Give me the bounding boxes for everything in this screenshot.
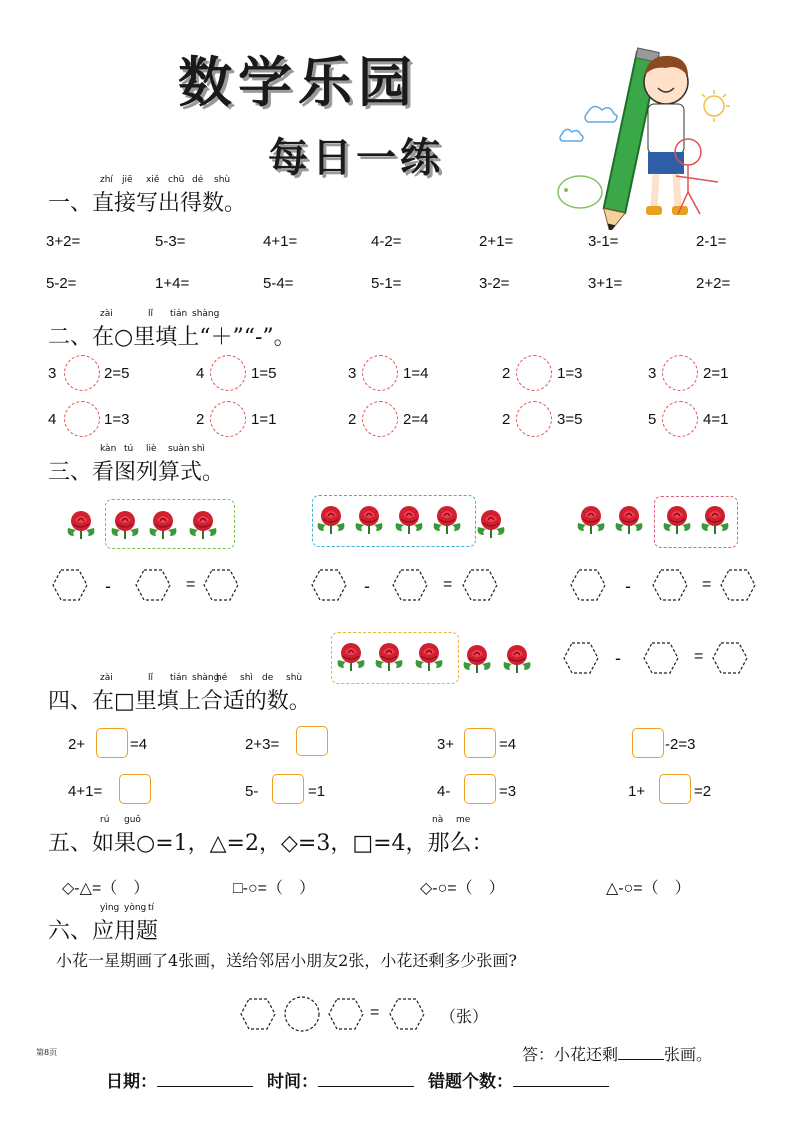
hexagon-blank[interactable] [135, 569, 171, 605]
number-box-blank[interactable] [296, 726, 328, 756]
answer-line [522, 1042, 712, 1065]
operator-circle-blank[interactable] [516, 355, 552, 391]
pinyin: suàn [168, 444, 190, 454]
rose-icon [64, 506, 98, 540]
error-count-blank[interactable] [513, 1086, 609, 1087]
pinyin: shì [192, 444, 205, 454]
section-6-title [48, 903, 159, 945]
rose-icon [146, 506, 180, 540]
section-3-title-text: 三、看图列算式。 [48, 460, 225, 485]
s5-item: ◇-△=（ ） [62, 880, 150, 897]
rose-icon [412, 638, 446, 672]
s2-operand: 1=1 [251, 411, 277, 428]
minus-sign: - [364, 576, 370, 596]
s1-item: 5-4= [263, 275, 294, 292]
operator-circle-blank[interactable] [210, 355, 246, 391]
operator-circle-blank[interactable] [362, 355, 398, 391]
pinyin: shù [214, 175, 231, 185]
section-2-title [48, 309, 296, 351]
s2-operand: 4 [196, 365, 205, 382]
pinyin: shù [286, 673, 303, 683]
s4-text: 1+ [628, 783, 646, 800]
pinyin: shì [240, 673, 253, 683]
s2-operand: 3=5 [557, 411, 583, 428]
section-1-title [48, 175, 247, 217]
s2-operand: 1=5 [251, 365, 277, 382]
section-5-title-text: 五、如果○=1，△=2，◇=3，□=4，那么： [48, 831, 494, 856]
pinyin: rú [100, 815, 110, 825]
s2-operand: 3 [348, 365, 357, 382]
s2-operand: 2 [196, 411, 205, 428]
s1-item: 3+2= [46, 233, 81, 250]
section-5-title [48, 815, 494, 857]
operator-circle-blank[interactable] [210, 401, 246, 437]
operator-circle-blank[interactable] [64, 355, 100, 391]
number-box-blank[interactable] [659, 774, 691, 804]
hexagon-blank[interactable] [392, 569, 428, 605]
date-label: 日期： [106, 1072, 157, 1092]
s1-item: 5-1= [371, 275, 402, 292]
equals-sign: = [443, 576, 453, 593]
s2-operand: 1=3 [104, 411, 130, 428]
s1-item: 1+4= [155, 275, 190, 292]
s4-text: =2 [694, 783, 712, 800]
section-1-title-text: 一、直接写出得数。 [48, 191, 247, 216]
equals-sign: = [702, 576, 712, 593]
hexagon-blank[interactable] [570, 569, 606, 605]
s2-operand: 2=4 [403, 411, 429, 428]
pinyin: yòng [124, 903, 147, 913]
rose-icon [460, 640, 494, 674]
s2-operand: 3 [648, 365, 657, 382]
s5-item: □-○=（ ） [233, 880, 316, 897]
minus-sign: - [625, 576, 631, 596]
hexagon-blank[interactable] [389, 998, 425, 1030]
pinyin: me [456, 815, 471, 825]
rose-icon [574, 501, 608, 535]
s4-text: -2=3 [665, 736, 696, 753]
section-3-title [48, 444, 225, 486]
time-blank[interactable] [318, 1086, 414, 1087]
pinyin: hé [216, 673, 228, 683]
s4-text: 3+ [437, 736, 455, 753]
s2-operand: 2 [502, 411, 511, 428]
s1-item: 2+2= [696, 275, 731, 292]
number-box-blank[interactable] [96, 728, 128, 758]
pinyin: dé [192, 175, 204, 185]
pinyin: lǐ [148, 673, 154, 683]
hexagon-blank[interactable] [311, 569, 347, 605]
pinyin: kàn [100, 444, 117, 454]
hexagon-blank[interactable] [712, 642, 748, 678]
s1-item: 3-1= [588, 233, 619, 250]
rose-icon [334, 638, 368, 672]
pinyin: tí [148, 903, 155, 913]
page-subtitle: 每日一练 [268, 135, 444, 181]
s2-operand: 4=1 [703, 411, 729, 428]
s1-item: 4+1= [263, 233, 298, 250]
rose-icon [430, 501, 464, 535]
minus-sign: - [105, 576, 111, 596]
number-box-blank[interactable] [632, 728, 664, 758]
rose-icon [500, 640, 534, 674]
pinyin: chū [168, 175, 185, 185]
time-label: 时间： [267, 1072, 318, 1092]
hexagon-blank[interactable] [652, 569, 688, 605]
pinyin: zài [100, 673, 113, 683]
s1-item: 5-3= [155, 233, 186, 250]
hexagon-blank[interactable] [643, 642, 679, 678]
rose-icon [314, 501, 348, 535]
pinyin: zhí [100, 175, 113, 185]
s4-text: =4 [130, 736, 148, 753]
s2-operand: 1=3 [557, 365, 583, 382]
error-count-label: 错题个数： [428, 1072, 513, 1092]
hexagon-blank[interactable] [328, 998, 364, 1030]
equals-sign: = [694, 648, 704, 665]
answer-suffix: 张画。 [664, 1045, 713, 1064]
pinyin: shàng [192, 673, 220, 683]
operator-circle-blank[interactable] [516, 401, 552, 437]
operator-circle-blank[interactable] [64, 401, 100, 437]
rose-icon [108, 506, 142, 540]
operator-circle-blank[interactable] [362, 401, 398, 437]
s5-item: ◇-○=（ ） [420, 880, 505, 897]
rose-icon [660, 501, 694, 535]
hexagon-blank[interactable] [240, 998, 276, 1030]
rose-icon [392, 501, 426, 535]
s1-item: 3+1= [588, 275, 623, 292]
answer-blank[interactable] [618, 1059, 664, 1060]
s1-item: 2-1= [696, 233, 727, 250]
boy-with-pencil-illustration [548, 42, 738, 230]
number-box-blank[interactable] [119, 774, 151, 804]
circle-blank[interactable] [284, 996, 320, 1032]
s4-text: 2+3= [245, 736, 280, 753]
equals-sign: = [186, 576, 196, 593]
footer-record [106, 1067, 609, 1092]
date-blank[interactable] [157, 1086, 253, 1087]
s2-operand: 2 [348, 411, 357, 428]
number-box-blank[interactable] [464, 774, 496, 804]
pinyin: jiē [122, 175, 133, 185]
rose-icon [186, 506, 220, 540]
s4-text: =4 [499, 736, 517, 753]
pinyin: shàng [192, 309, 220, 319]
section-6-title-text: 六、应用题 [48, 919, 159, 944]
pinyin: xiě [146, 175, 160, 185]
pinyin: zài [100, 309, 113, 319]
operator-circle-blank[interactable] [662, 401, 698, 437]
s2-operand: 2=1 [703, 365, 729, 382]
rose-icon [372, 638, 406, 672]
number-box-blank[interactable] [464, 728, 496, 758]
s1-item: 5-2= [46, 275, 77, 292]
hexagon-blank[interactable] [462, 569, 498, 605]
minus-sign: - [615, 648, 621, 668]
s2-operand: 5 [648, 411, 657, 428]
hexagon-blank[interactable] [720, 569, 756, 605]
s1-item: 2+1= [479, 233, 514, 250]
page-number: 第8页 [36, 1048, 58, 1057]
equals-sign: = [370, 1004, 380, 1021]
page-title: 数学乐园 [178, 51, 418, 114]
rose-icon [474, 505, 508, 539]
s4-text: 5- [245, 783, 259, 800]
section-4-title-text: 四、在□里填上合适的数。 [48, 689, 311, 714]
answer-prefix: 答：小花还剩 [522, 1045, 619, 1064]
s1-item: 3-2= [479, 275, 510, 292]
s1-item: 4-2= [371, 233, 402, 250]
word-problem-text: 小花一星期画了4张画，送给邻居小朋友2张，小花还剩多少张画? [56, 951, 517, 970]
s5-item: △-○=（ ） [606, 880, 691, 897]
rose-icon [612, 501, 646, 535]
s4-text: 4- [437, 783, 451, 800]
s2-operand: 4 [48, 411, 57, 428]
pinyin: liè [146, 444, 157, 454]
hexagon-blank[interactable] [203, 569, 239, 605]
s2-operand: 2 [502, 365, 511, 382]
s4-text: =1 [308, 783, 326, 800]
section-4-title [48, 673, 311, 715]
hexagon-blank[interactable] [52, 569, 88, 605]
pinyin: guǒ [124, 815, 141, 825]
pinyin: tú [124, 444, 134, 454]
pinyin: tián [170, 673, 188, 683]
pinyin: nà [432, 815, 444, 825]
pinyin: lǐ [148, 309, 154, 319]
section-2-title-text: 二、在○里填上“＋”“-”。 [48, 325, 296, 350]
s2-operand: 3 [48, 365, 57, 382]
operator-circle-blank[interactable] [662, 355, 698, 391]
unit-label: （张） [440, 1007, 489, 1026]
s4-text: 4+1= [68, 783, 103, 800]
rose-icon [698, 501, 732, 535]
s4-text: 2+ [68, 736, 86, 753]
s2-operand: 1=4 [403, 365, 429, 382]
s2-operand: 2=5 [104, 365, 130, 382]
s4-text: =3 [499, 783, 517, 800]
pinyin: tián [170, 309, 188, 319]
pinyin: yìng [100, 903, 120, 913]
rose-icon [352, 501, 386, 535]
number-box-blank[interactable] [272, 774, 304, 804]
hexagon-blank[interactable] [563, 642, 599, 678]
pinyin: de [262, 673, 274, 683]
